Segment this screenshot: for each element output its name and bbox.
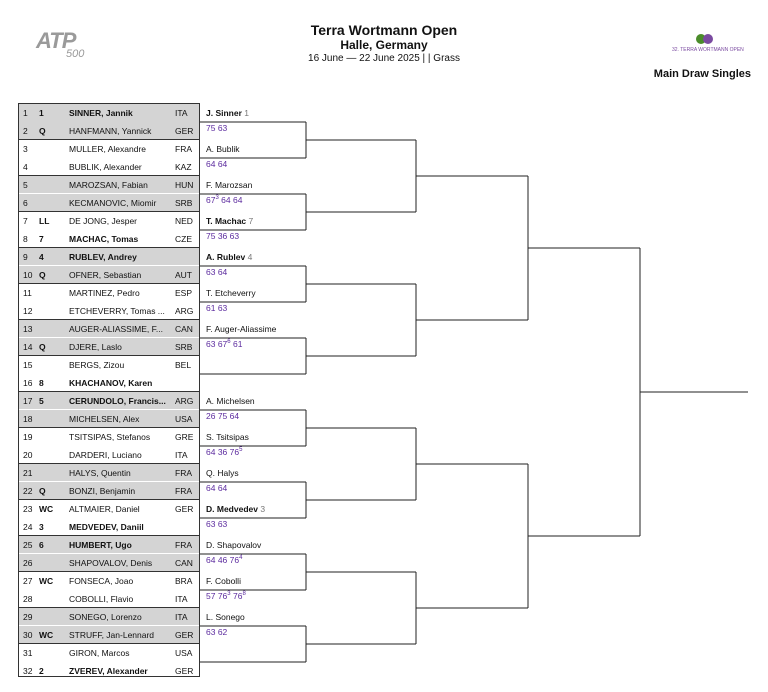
player-name: HALYS, Quentin: [69, 468, 131, 478]
match-score: 63 64: [206, 267, 228, 277]
entry-number: 16: [23, 378, 33, 388]
winner-seed: 1: [244, 108, 250, 118]
player-nation: AUT: [175, 270, 192, 280]
winner-name: T. Machac: [206, 216, 247, 226]
tournament-logo-text: 32. TERRA WORTMANN OPEN: [672, 47, 744, 53]
entry-number: 5: [23, 180, 28, 190]
entry-number: 24: [23, 522, 33, 532]
player-name: MAROZSAN, Fabian: [69, 180, 148, 190]
player-name: SINNER, Jannik: [69, 108, 133, 118]
winner-name: A. Rublev: [206, 252, 246, 262]
player-nation: GER: [175, 126, 194, 136]
player-name: BUBLIK, Alexander: [69, 162, 142, 172]
player-name: KECMANOVIC, Miomir: [69, 198, 157, 208]
entry-number: 28: [23, 594, 33, 604]
match-score: 63 62: [206, 627, 228, 637]
player-name: BONZI, Benjamin: [69, 486, 136, 496]
player-name: CERUNDOLO, Francis...: [69, 396, 166, 406]
player-nation: ITA: [175, 612, 188, 622]
match-score: 64 46 $76^4$: [206, 555, 243, 565]
entry-tag: Q: [39, 342, 46, 352]
player-name: KHACHANOV, Karen: [69, 378, 153, 388]
entry-tag: 3: [39, 522, 44, 532]
entry-tag: LL: [39, 216, 50, 226]
player-nation: CZE: [175, 234, 192, 244]
player-name: COBOLLI, Flavio: [69, 594, 134, 604]
player-name: RUBLEV, Andrey: [69, 252, 137, 262]
player-name: TSITSIPAS, Stefanos: [69, 432, 151, 442]
player-name: SHAPOVALOV, Denis: [69, 558, 153, 568]
player-nation: ITA: [175, 108, 188, 118]
entry-number: 14: [23, 342, 33, 352]
entry-number: 17: [23, 396, 33, 406]
player-nation: NED: [175, 216, 193, 226]
player-nation: ARG: [175, 396, 194, 406]
entry-number: 29: [23, 612, 33, 622]
player-nation: BEL: [175, 360, 192, 370]
winner-seed: 7: [248, 216, 254, 226]
entry-tag: Q: [39, 126, 46, 136]
match-score: 61 63: [206, 303, 228, 313]
winner-name: J. Sinner: [206, 108, 242, 118]
player-nation: KAZ: [175, 162, 192, 172]
player-nation: FRA: [175, 468, 192, 478]
player-nation: GER: [175, 504, 194, 514]
player-nation: ITA: [175, 594, 188, 604]
player-nation: USA: [175, 648, 193, 658]
player-nation: USA: [175, 414, 193, 424]
winner-name: F. Cobolli: [206, 576, 241, 586]
player-nation: FRA: [175, 486, 192, 496]
player-nation: SRB: [175, 198, 193, 208]
winner-seed: 3: [260, 504, 266, 514]
player-nation: GER: [175, 630, 194, 640]
entry-tag: 2: [39, 666, 44, 676]
entry-number: 7: [23, 216, 28, 226]
entry-tag: 8: [39, 378, 44, 388]
match-score: 64 36 $76^5$: [206, 447, 243, 457]
player-nation: GER: [175, 666, 194, 676]
player-nation: CAN: [175, 558, 193, 568]
entry-number: 31: [23, 648, 33, 658]
match-score: 64 64: [206, 159, 228, 169]
entry-tag: 6: [39, 540, 44, 550]
match-score: 26 75 64: [206, 411, 240, 421]
entry-number: 32: [23, 666, 33, 676]
player-name: BERGS, Zizou: [69, 360, 125, 370]
entry-number: 22: [23, 486, 33, 496]
player-nation: BRA: [175, 576, 193, 586]
player-nation: ESP: [175, 288, 193, 298]
draw-name: Main Draw Singles: [653, 68, 751, 80]
match-score: 63 63: [206, 519, 228, 529]
winner-name: Q. Halys: [206, 468, 239, 478]
entry-number: 21: [23, 468, 33, 478]
player-name: MARTINEZ, Pedro: [69, 288, 140, 298]
entry-tag: 1: [39, 108, 44, 118]
entry-number: 8: [23, 234, 28, 244]
player-name: MICHELSEN, Alex: [69, 414, 140, 424]
player-name: MULLER, Alexandre: [69, 144, 147, 154]
player-name: ALTMAIER, Daniel: [69, 504, 140, 514]
player-name: ZVEREV, Alexander: [69, 666, 148, 676]
winner-name: F. Marozsan: [206, 180, 253, 190]
player-nation: ARG: [175, 306, 194, 316]
entry-tag: Q: [39, 270, 46, 280]
player-name: DE JONG, Jesper: [69, 216, 138, 226]
match-score: 64 64: [206, 483, 228, 493]
entry-number: 27: [23, 576, 33, 586]
player-name: DARDERI, Luciano: [69, 450, 142, 460]
entry-number: 23: [23, 504, 33, 514]
player-name: MACHAC, Tomas: [69, 234, 139, 244]
winner-name: L. Sonego: [206, 612, 245, 622]
entry-number: 13: [23, 324, 33, 334]
entry-number: 3: [23, 144, 28, 154]
entry-number: 9: [23, 252, 28, 262]
winner-name: D. Medvedev: [206, 504, 258, 514]
entry-number: 6: [23, 198, 28, 208]
entry-number: 4: [23, 162, 28, 172]
player-name: MEDVEDEV, Daniil: [69, 522, 144, 532]
player-name: HUMBERT, Ugo: [69, 540, 132, 550]
entry-tag: WC: [39, 504, 54, 514]
winner-name: A. Bublik: [206, 144, 240, 154]
player-nation: FRA: [175, 540, 192, 550]
player-name: STRUFF, Jan-Lennard: [69, 630, 155, 640]
match-score: 75 36 63: [206, 231, 240, 241]
entry-tag: 4: [39, 252, 44, 262]
player-nation: FRA: [175, 144, 192, 154]
entry-number: 30: [23, 630, 33, 640]
entry-tag: WC: [39, 576, 54, 586]
entry-number: 19: [23, 432, 33, 442]
entry-number: 1: [23, 108, 28, 118]
atp-level: 500: [66, 48, 85, 60]
player-nation: ITA: [175, 450, 188, 460]
atp-logo-text: ATP: [36, 28, 76, 53]
entry-number: 11: [23, 288, 32, 298]
entry-number: 20: [23, 450, 33, 460]
player-name: GIRON, Marcos: [69, 648, 130, 658]
player-name: OFNER, Sebastian: [69, 270, 142, 280]
winner-seed: 4: [247, 252, 253, 262]
winner-name: S. Tsitsipas: [206, 432, 249, 442]
player-nation: CAN: [175, 324, 193, 334]
match-score: $67^3$ 64 64: [206, 195, 243, 205]
entry-number: 10: [23, 270, 33, 280]
player-name: FONSECA, Joao: [69, 576, 134, 586]
player-name: DJERE, Laslo: [69, 342, 122, 352]
entry-number: 12: [23, 306, 33, 316]
tournament-title: Terra Wortmann Open: [310, 22, 458, 38]
player-nation: SRB: [175, 342, 193, 352]
entry-number: 26: [23, 558, 33, 568]
match-score: 57 $76^3$ $76^8$: [206, 591, 246, 601]
entry-number: 15: [23, 360, 33, 370]
match-score: 63 $67^6$ 61: [206, 339, 243, 349]
entry-tag: 7: [39, 234, 44, 244]
player-nation: GRE: [175, 432, 194, 442]
tournament-dates: 16 June — 22 June 2025 | | Grass: [308, 53, 460, 64]
entry-tag: WC: [39, 630, 54, 640]
player-nation: HUN: [175, 180, 194, 190]
winner-name: A. Michelsen: [206, 396, 255, 406]
winner-name: D. Shapovalov: [206, 540, 262, 550]
entry-tag: 5: [39, 396, 44, 406]
match-score: 75 63: [206, 123, 228, 133]
player-name: ETCHEVERRY, Tomas ...: [69, 306, 165, 316]
entry-number: 25: [23, 540, 33, 550]
entry-number: 2: [23, 126, 28, 136]
player-name: AUGER-ALIASSIME, F...: [69, 324, 163, 334]
entry-number: 18: [23, 414, 33, 424]
tournament-location: Halle, Germany: [340, 38, 428, 52]
player-name: SONEGO, Lorenzo: [69, 612, 142, 622]
winner-name: F. Auger-Aliassime: [206, 324, 277, 334]
winner-name: T. Etcheverry: [206, 288, 256, 298]
entry-tag: Q: [39, 486, 46, 496]
player-name: HANFMANN, Yannick: [69, 126, 152, 136]
